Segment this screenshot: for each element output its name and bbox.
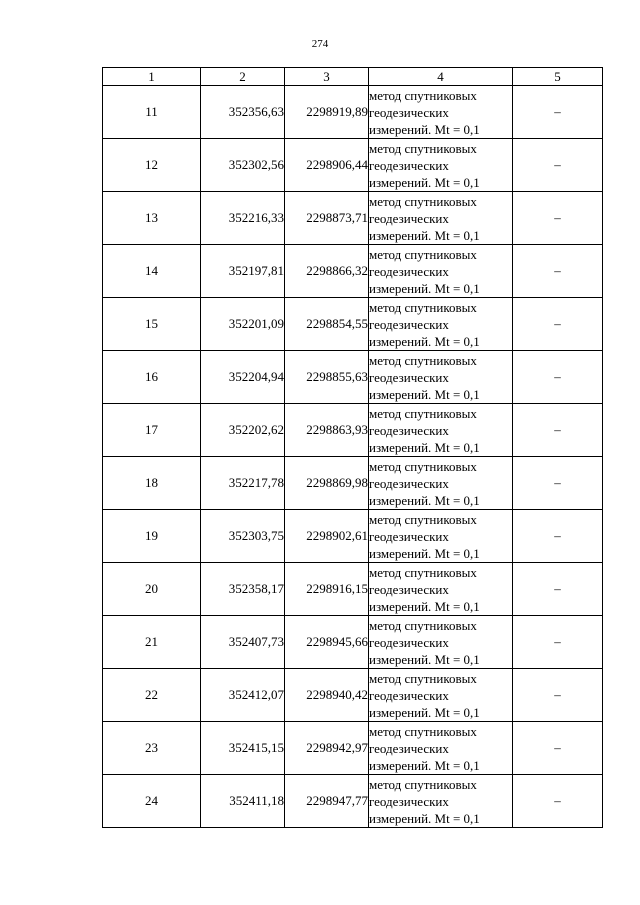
- description-dash: –: [513, 722, 603, 775]
- coord-x: 352216,33: [201, 192, 285, 245]
- coord-x: 352217,78: [201, 457, 285, 510]
- header-col-4: 4: [369, 68, 513, 86]
- method-line: метод спутниковых: [369, 564, 477, 580]
- coord-x: 352356,63: [201, 86, 285, 139]
- method-line: геодезических: [369, 687, 449, 703]
- method-line: геодезических: [369, 157, 449, 173]
- point-number: 18: [103, 457, 201, 510]
- method-line: метод спутниковых: [369, 405, 477, 421]
- coord-x: 352302,56: [201, 139, 285, 192]
- method-line: метод спутниковых: [369, 299, 477, 315]
- method-line: метод спутниковых: [369, 140, 477, 156]
- table-row: [103, 510, 603, 563]
- method-line: геодезических: [369, 210, 449, 226]
- description-dash: –: [513, 775, 603, 828]
- header-col-2: 2: [201, 68, 285, 86]
- method-line: метод спутниковых: [369, 617, 477, 633]
- method-cell: [369, 139, 513, 192]
- method-line: измерений. Mt = 0,1: [369, 810, 480, 826]
- coord-y: 2298873,71: [285, 192, 369, 245]
- method-cell: [369, 245, 513, 298]
- point-number: 23: [103, 722, 201, 775]
- coord-x: 352202,62: [201, 404, 285, 457]
- point-number: 16: [103, 351, 201, 404]
- method-line: метод спутниковых: [369, 723, 477, 739]
- table-row: [103, 563, 603, 616]
- header-col-3: 3: [285, 68, 369, 86]
- method-line: измерений. Mt = 0,1: [369, 704, 480, 720]
- description-dash: –: [513, 616, 603, 669]
- method-line: измерений. Mt = 0,1: [369, 545, 480, 561]
- table-row: [103, 298, 603, 351]
- coord-y: 2298945,66: [285, 616, 369, 669]
- coord-y: 2298902,61: [285, 510, 369, 563]
- method-line: измерений. Mt = 0,1: [369, 757, 480, 773]
- method-line: метод спутниковых: [369, 193, 477, 209]
- method-line: измерений. Mt = 0,1: [369, 227, 480, 243]
- method-line: метод спутниковых: [369, 352, 477, 368]
- point-number: 19: [103, 510, 201, 563]
- table-row: [103, 775, 603, 828]
- coord-x: 352411,18: [201, 775, 285, 828]
- method-cell: [369, 404, 513, 457]
- method-line: геодезических: [369, 369, 449, 385]
- coord-y: 2298916,15: [285, 563, 369, 616]
- coord-y: 2298866,32: [285, 245, 369, 298]
- table-row: [103, 457, 603, 510]
- table-row: [103, 245, 603, 298]
- point-number: 15: [103, 298, 201, 351]
- table-row: [103, 616, 603, 669]
- coord-y: 2298919,89: [285, 86, 369, 139]
- method-cell: [369, 775, 513, 828]
- description-dash: –: [513, 351, 603, 404]
- method-line: геодезических: [369, 263, 449, 279]
- coord-x: 352197,81: [201, 245, 285, 298]
- point-number: 12: [103, 139, 201, 192]
- table-row: [103, 669, 603, 722]
- coord-x: 352201,09: [201, 298, 285, 351]
- coord-y: 2298855,63: [285, 351, 369, 404]
- method-line: метод спутниковых: [369, 670, 477, 686]
- method-line: измерений. Mt = 0,1: [369, 174, 480, 190]
- coord-y: 2298906,44: [285, 139, 369, 192]
- method-line: метод спутниковых: [369, 776, 477, 792]
- method-line: метод спутниковых: [369, 458, 477, 474]
- method-cell: [369, 298, 513, 351]
- coord-x: 352303,75: [201, 510, 285, 563]
- description-dash: –: [513, 298, 603, 351]
- page-number: 274: [311, 38, 329, 50]
- method-line: измерений. Mt = 0,1: [369, 280, 480, 296]
- method-cell: [369, 457, 513, 510]
- table-row: [103, 351, 603, 404]
- point-number: 22: [103, 669, 201, 722]
- point-number: 20: [103, 563, 201, 616]
- method-line: измерений. Mt = 0,1: [369, 333, 480, 349]
- description-dash: –: [513, 139, 603, 192]
- method-line: измерений. Mt = 0,1: [369, 386, 480, 402]
- method-line: измерений. Mt = 0,1: [369, 439, 480, 455]
- coord-y: 2298854,55: [285, 298, 369, 351]
- method-line: геодезических: [369, 475, 449, 491]
- point-number: 13: [103, 192, 201, 245]
- coord-x: 352407,73: [201, 616, 285, 669]
- description-dash: –: [513, 86, 603, 139]
- method-line: метод спутниковых: [369, 87, 477, 103]
- method-line: геодезических: [369, 581, 449, 597]
- coord-y: 2298947,77: [285, 775, 369, 828]
- method-line: геодезических: [369, 793, 449, 809]
- header-col-1: 1: [103, 68, 201, 86]
- description-dash: –: [513, 669, 603, 722]
- coord-x: 352358,17: [201, 563, 285, 616]
- table-header-row: [103, 68, 603, 86]
- point-number: 24: [103, 775, 201, 828]
- method-line: измерений. Mt = 0,1: [369, 492, 480, 508]
- method-cell: [369, 192, 513, 245]
- table-body: [103, 86, 603, 828]
- method-cell: [369, 510, 513, 563]
- point-number: 17: [103, 404, 201, 457]
- method-line: метод спутниковых: [369, 511, 477, 527]
- table-row: [103, 404, 603, 457]
- coordinates-table: [102, 67, 603, 828]
- method-line: измерений. Mt = 0,1: [369, 598, 480, 614]
- table-row: [103, 139, 603, 192]
- point-number: 21: [103, 616, 201, 669]
- table-row: [103, 192, 603, 245]
- method-line: геодезических: [369, 528, 449, 544]
- method-cell: [369, 722, 513, 775]
- method-line: метод спутниковых: [369, 246, 477, 262]
- description-dash: –: [513, 245, 603, 298]
- description-dash: –: [513, 192, 603, 245]
- header-col-5: 5: [513, 68, 603, 86]
- method-cell: [369, 616, 513, 669]
- method-cell: [369, 86, 513, 139]
- coord-x: 352204,94: [201, 351, 285, 404]
- description-dash: –: [513, 563, 603, 616]
- description-dash: –: [513, 457, 603, 510]
- method-line: измерений. Mt = 0,1: [369, 121, 480, 137]
- coord-y: 2298863,93: [285, 404, 369, 457]
- method-line: геодезических: [369, 104, 449, 120]
- method-line: геодезических: [369, 634, 449, 650]
- point-number: 11: [103, 86, 201, 139]
- table-row: [103, 86, 603, 139]
- method-line: измерений. Mt = 0,1: [369, 651, 480, 667]
- coord-y: 2298869,98: [285, 457, 369, 510]
- coord-x: 352412,07: [201, 669, 285, 722]
- method-cell: [369, 351, 513, 404]
- method-line: геодезических: [369, 316, 449, 332]
- point-number: 14: [103, 245, 201, 298]
- description-dash: –: [513, 404, 603, 457]
- description-dash: –: [513, 510, 603, 563]
- table-row: [103, 722, 603, 775]
- method-line: геодезических: [369, 740, 449, 756]
- coord-y: 2298940,42: [285, 669, 369, 722]
- coord-x: 352415,15: [201, 722, 285, 775]
- method-line: геодезических: [369, 422, 449, 438]
- coord-y: 2298942,97: [285, 722, 369, 775]
- method-cell: [369, 563, 513, 616]
- method-cell: [369, 669, 513, 722]
